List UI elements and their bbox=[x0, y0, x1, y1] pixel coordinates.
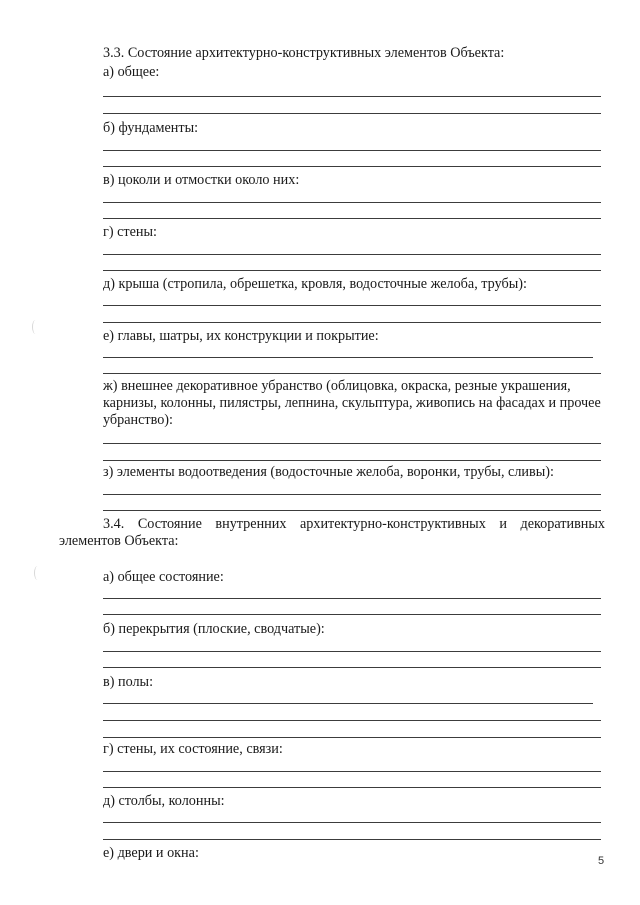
answer-line[interactable] bbox=[103, 614, 601, 615]
answer-line[interactable] bbox=[103, 494, 601, 495]
item-3-4-g-label: г) стены, их состояние, связи: bbox=[103, 741, 283, 757]
answer-line[interactable] bbox=[103, 373, 601, 374]
item-3-3-e-label: е) главы, шатры, их конструкции и покрытие: bbox=[103, 328, 379, 344]
answer-line[interactable] bbox=[103, 510, 601, 511]
scan-artifact bbox=[32, 320, 39, 334]
item-3-3-v-label: в) цоколи и отмостки около них: bbox=[103, 172, 300, 188]
answer-line[interactable] bbox=[103, 737, 601, 738]
page-number: 5 bbox=[598, 855, 605, 867]
answer-line[interactable] bbox=[103, 113, 601, 114]
answer-line[interactable] bbox=[103, 322, 601, 323]
answer-line[interactable] bbox=[103, 305, 601, 306]
item-3-3-a-label: а) общее: bbox=[103, 64, 160, 80]
answer-line[interactable] bbox=[103, 218, 601, 219]
answer-line[interactable] bbox=[103, 787, 601, 788]
answer-line[interactable] bbox=[103, 651, 601, 652]
answer-line[interactable] bbox=[103, 202, 601, 203]
answer-line[interactable] bbox=[103, 270, 601, 271]
answer-line[interactable] bbox=[103, 254, 601, 255]
answer-line[interactable] bbox=[103, 771, 601, 772]
answer-line[interactable] bbox=[103, 166, 601, 167]
item-3-3-b-label: б) фундаменты: bbox=[103, 120, 199, 136]
answer-line[interactable] bbox=[103, 598, 601, 599]
item-3-4-d-label: д) столбы, колонны: bbox=[103, 793, 225, 809]
answer-line[interactable] bbox=[103, 357, 593, 358]
answer-line[interactable] bbox=[103, 839, 601, 840]
section-3-4-heading: 3.4. Состояние внутренних архитектурно-конструктивных и декоративных элементов Объекта: bbox=[59, 516, 605, 549]
section-3-3-heading: 3.3. Состояние архитектурно-конструктивных элементов Объекта: bbox=[103, 45, 505, 61]
scan-artifact bbox=[34, 566, 41, 580]
answer-line[interactable] bbox=[103, 460, 601, 461]
answer-line[interactable] bbox=[103, 703, 593, 704]
item-3-4-a-label: а) общее состояние: bbox=[103, 569, 224, 585]
answer-line[interactable] bbox=[103, 96, 601, 97]
answer-line[interactable] bbox=[103, 667, 601, 668]
answer-line[interactable] bbox=[103, 822, 601, 823]
item-3-4-e-label: е) двери и окна: bbox=[103, 845, 199, 861]
item-3-3-zh-label: ж) внешнее декоративное убранство (облицовка, окраска, резные украшения, карнизы, колонны, пилястры, лепнина, скульптура, живопись на фасадах и прочее убранство): bbox=[103, 378, 601, 428]
item-3-4-b-label: б) перекрытия (плоские, сводчатые): bbox=[103, 621, 325, 637]
item-3-3-z-label: з) элементы водоотведения (водосточные желоба, воронки, трубы, сливы): bbox=[103, 464, 554, 480]
item-3-4-v-label: в) полы: bbox=[103, 674, 154, 690]
item-3-3-g-label: г) стены: bbox=[103, 224, 157, 240]
answer-line[interactable] bbox=[103, 150, 601, 151]
item-3-3-d-label: д) крыша (стропила, обрешетка, кровля, водосточные желоба, трубы): bbox=[103, 276, 527, 292]
answer-line[interactable] bbox=[103, 720, 601, 721]
answer-line[interactable] bbox=[103, 443, 601, 444]
